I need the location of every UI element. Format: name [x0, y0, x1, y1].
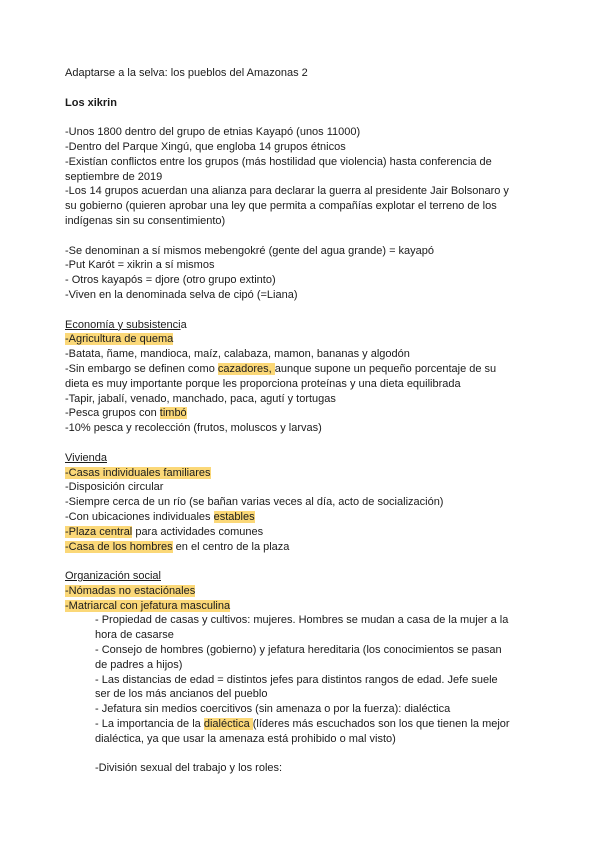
text-segment: Adaptarse a la selva: los pueblos del Amazonas 2: [65, 67, 308, 79]
text-segment: -Sin embargo se definen como: [65, 362, 218, 375]
text-segment: a: [180, 318, 187, 331]
text-segment: - Las distancias de edad = distintos jefes para distintos rangos de edad. Jefe suele: [95, 673, 498, 686]
text-line: [65, 702, 540, 717]
text-segment: - Propiedad de casas y cultivos: mujeres. Hombres se mudan a casa de la mujer a la: [95, 614, 509, 627]
text-segment: indígenas sin su consentimiento): [65, 214, 226, 227]
text-line: [65, 406, 540, 421]
text-segment: hora de casarse: [95, 629, 174, 642]
text-segment: -Put Karót = xikrin a sí mismos: [65, 259, 215, 272]
highlighted-text: -Plaza central: [65, 525, 133, 538]
text-line: [65, 540, 540, 555]
text-line: [65, 673, 540, 688]
blank-line: [65, 747, 540, 762]
text-segment: - La importancia de la: [95, 718, 204, 731]
text-segment: Los xikrin: [65, 96, 117, 109]
text-segment: de padres a hijos): [95, 658, 183, 671]
text-line: [65, 66, 540, 81]
text-line: [65, 155, 540, 170]
text-segment: -Dentro del Parque Xingú, que engloba 14 grupos étnicos: [65, 140, 346, 153]
text-line: [65, 184, 540, 199]
text-segment: - Consejo de hombres (gobierno) y jefatura hereditaria (los conocimientos se pasan: [95, 644, 502, 657]
text-line: [65, 362, 540, 377]
text-segment: aunque supone un pequeño porcentaje de su: [274, 362, 497, 375]
text-line: [65, 599, 540, 614]
text-segment: -División sexual del trabajo y los roles:: [95, 762, 283, 775]
text-line: [65, 377, 540, 392]
highlighted-text: -Casa de los hombres: [65, 540, 173, 553]
text-line: [65, 510, 540, 525]
text-line: [65, 495, 540, 510]
text-line: [65, 170, 540, 185]
text-segment: dialéctica, ya que usar la amenaza está prohibido o mal visto): [95, 732, 396, 745]
text-line: [65, 613, 540, 628]
highlighted-text: -Nómadas no estaciónales: [65, 584, 196, 597]
text-segment: -Con ubicaciones individuales: [65, 510, 214, 523]
text-line: [65, 732, 540, 747]
text-segment: -Pesca grupos con: [65, 407, 160, 420]
text-segment: (líderes más escuchados son los que tienen la mejor: [252, 718, 510, 731]
text-segment: - Otros kayapós = djore (otro grupo extinto): [65, 274, 276, 287]
text-line: [65, 569, 540, 584]
text-segment: -Unos 1800 dentro del grupo de etnias Kayapó (unos 11000): [65, 126, 361, 139]
highlighted-text: cazadores,: [217, 362, 275, 375]
text-line: [65, 347, 540, 362]
highlighted-text: -Casas individuales familiares: [65, 466, 211, 479]
text-line: [65, 687, 540, 702]
text-segment: -Los 14 grupos acuerdan una alianza para declarar la guerra al presidente Jair Bolsonaro y: [65, 185, 509, 198]
text-segment: su gobierno (quieren aprobar una ley que permita a compañías explotar el terreno de los: [65, 200, 497, 213]
text-segment: -Siempre cerca de un río (se bañan varias veces al día, acto de socialización): [65, 496, 444, 509]
text-line: [65, 525, 540, 540]
text-segment: -Se denominan a sí mismos mebengokré (gente del agua grande) = kayapó: [65, 244, 435, 257]
blank-line: [65, 81, 540, 96]
text-line: [65, 392, 540, 407]
text-line: [65, 466, 540, 481]
text-segment: -Disposición circular: [65, 481, 164, 494]
text-line: [65, 258, 540, 273]
text-line: [65, 318, 540, 333]
blank-line: [65, 303, 540, 318]
text-line: [65, 628, 540, 643]
text-line: [65, 658, 540, 673]
highlighted-text: -Agricultura de quema: [65, 333, 174, 346]
highlighted-text: timbó: [159, 407, 187, 420]
text-line: [65, 480, 540, 495]
blank-line: [65, 554, 540, 569]
text-line: [65, 421, 540, 436]
highlighted-text: estables: [213, 510, 255, 523]
text-segment: -10% pesca y recolección (frutos, moluscos y larvas): [65, 422, 322, 435]
text-segment: -Existían conflictos entre los grupos (más hostilidad que violencia) hasta conferencia de: [65, 155, 492, 168]
text-line: [65, 761, 540, 776]
text-segment: -Batata, ñame, mandioca, maíz, calabaza, mamon, bananas y algodón: [65, 348, 410, 361]
text-line: [65, 332, 540, 347]
text-line: [65, 96, 540, 111]
text-segment: Vivienda: [65, 451, 107, 464]
highlighted-text: -Matriarcal con jefatura masculina: [65, 599, 231, 612]
text-line: [65, 214, 540, 229]
text-segment: ser de los más ancianos del pueblo: [95, 688, 268, 701]
text-segment: Economía y subsistenci: [65, 318, 181, 331]
text-segment: - Jefatura sin medios coercitivos (sin amenaza o por la fuerza): dialéctica: [95, 703, 451, 716]
text-line: [65, 288, 540, 303]
text-line: [65, 273, 540, 288]
text-line: [65, 584, 540, 599]
text-segment: septiembre de 2019: [65, 170, 163, 183]
text-segment: dieta es muy importante porque les proporciona proteínas y una dieta equilibrada: [65, 377, 461, 390]
text-line: [65, 717, 540, 732]
text-segment: Organización social: [65, 570, 161, 583]
text-segment: -Tapir, jabalí, venado, manchado, paca, agutí y tortugas: [65, 392, 336, 405]
text-line: [65, 140, 540, 155]
text-line: [65, 244, 540, 259]
document-body: [65, 66, 540, 776]
text-line: [65, 643, 540, 658]
highlighted-text: dialéctica: [203, 718, 253, 731]
text-line: [65, 451, 540, 466]
blank-line: [65, 110, 540, 125]
text-line: [65, 125, 540, 140]
text-line: [65, 199, 540, 214]
text-segment: para actividades comunes: [132, 525, 264, 538]
blank-line: [65, 436, 540, 451]
blank-line: [65, 229, 540, 244]
text-segment: -Viven en la denominada selva de cipó (=Liana): [65, 288, 298, 301]
text-segment: en el centro de la plaza: [172, 540, 290, 553]
